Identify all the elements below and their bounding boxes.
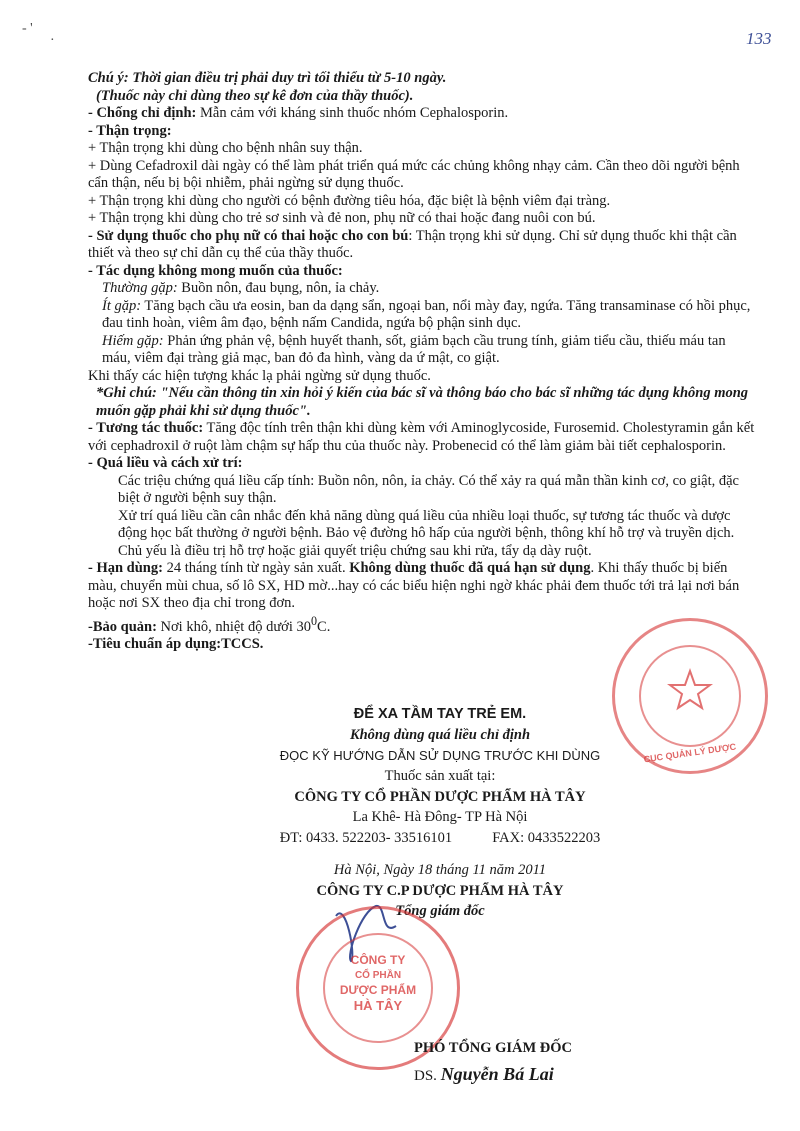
expiry-section: - Hạn dùng: 24 tháng tính từ ngày sản xuất. Không dùng thuốc đã quá hạn sử dụng. Khi thấy thuốc bị biến màu, chuyển mùi chua, số lô SX, HD mờ...hay có các biểu hiện nghi ngờ khác phải đem thuốc tới trả lại nơi bán hoặc nơi SX theo địa chỉ trong đơn. [88,560,740,611]
side-effects-uncommon: Ít gặp: Tăng bạch cầu ưa eosin, ban da dạng sẩn, ngoại ban, nổi mày đay, ngứa. Tăng transaminase có hồi phục, đau tinh hoàn, viêm âm đạo, bệnh nấm Candida, ngứa bộ phận sinh dục. [102,297,751,331]
overdose-treatment: Xử trí quá liều cần cân nhắc đến khả năng dùng quá liều của nhiều loại thuốc, sự tương tác thuốc và dược động học bất thường ở người bệnh. Bảo vệ đường hô hấp của người bệnh, thông khí hỗ trợ và truyền dịch. Chủ yếu là điều trị hỗ trợ hoặc giải quyết triệu chứng sau khi rửa, tẩy dạ dày ruột. [118,507,735,559]
standard-section: -Tiêu chuẩn áp dụng:TCCS. [88,635,264,652]
manufacturer-address: La Khê- Hà Đông- TP Hà Nội [352,809,528,825]
deputy-name: DS. Nguyễn Bá Lai [414,1064,554,1084]
manufacturer-block [180,768,700,847]
manufacturer-company: CÔNG TY CỔ PHẦN DƯỢC PHẨM HÀ TÂY [294,788,586,805]
ghi-chu-note: *Ghi chú: "Nếu cần thông tin xin hỏi ý kiến của bác sĩ và thông báo cho bác sĩ những tác dụng không mong muốn gặp phải khi sử dụng thuốc". [96,385,749,419]
caution-item: + Thận trọng khi dùng cho trẻ sơ sinh và đẻ non, phụ nữ có thai hoặc đang nuôi con bú. [88,210,596,226]
overdose-heading: - Quá liều và cách xử trí: [88,455,243,471]
warning-read-manual: ĐỌC KỸ HƯỚNG DẪN SỬ DỤNG TRƯỚC KHI DÙNG [279,748,601,763]
storage-section: -Bảo quản: Nơi khô, nhiệt độ dưới $30^0C$. [88,613,331,635]
scan-mark: - ' [22,21,33,36]
contraindication: - Chống chỉ định: Mẫn cảm với kháng sinh thuốc nhóm Cephalosporin. [88,105,509,121]
document-body [88,70,756,653]
page-number: 133 [746,29,772,48]
emblem-star-icon [667,667,713,713]
interaction-section: - Tương tác thuốc: Tăng độc tính trên thận khi dùng kèm với Aminoglycoside, Furosemid. Cholestyramin gắn kết với cephadroxil ở ruột làm chậm sự hấp thu của thuốc này. Probenecid có thể làm giảm bài tiết cephalosporin. [88,420,755,454]
official-stamp-text: CỤC QUẢN LÝ DƯỢC [643,741,737,765]
warning-children: ĐỂ XA TẦM TAY TRẺ EM. [353,706,527,722]
deputy-title: PHÓ TỔNG GIÁM ĐỐC [414,1040,573,1056]
stop-notice: Khi thấy các hiện tượng khác lạ phải ngừng sử dụng thuốc. [88,367,431,384]
note-duration: Chú ý: Thời gian điều trị phải duy trì tối thiểu từ 5-10 ngày. [88,70,447,86]
signature-position: Tổng giám đốc [395,903,485,919]
official-stamp [612,618,768,774]
caution-item: + Thận trọng khi dùng cho người có bệnh đường tiêu hóa, đặc biệt là bệnh viêm đại tràng. [88,192,611,209]
caution-item: + Thận trọng khi dùng cho bệnh nhân suy thận. [88,140,363,156]
caution-heading: - Thận trọng: [88,122,172,139]
produced-at: Thuốc sản xuất tại: [384,768,496,784]
side-effects-common: Thường gặp: Buồn nôn, đau bụng, nôn, ỉa chảy. [102,280,380,296]
scan-mark: · [50,33,55,48]
caution-item: + Dùng Cefadroxil dài ngày có thể làm phát triển quá mức các chủng không nhạy cảm. Cần theo dõi người bệnh cẩn thận, nếu bị bội nhiễm, phải ngừng sử dụng thuốc. [88,157,740,191]
side-effects-heading: - Tác dụng không mong muốn của thuốc: [88,262,343,279]
note-prescription: (Thuốc này chỉ dùng theo sự kê đơn của thầy thuốc). [96,87,414,104]
signature-date: Hà Nội, Ngày 18 tháng 11 năm 2011 [333,862,547,878]
overdose-symptoms: Các triệu chứng quá liều cấp tính: Buồn nôn, nôn, ỉa chảy. Có thể xảy ra quá mẫn thần kinh cơ, co giật, đặc biệt ở người bệnh suy thận. [118,472,739,506]
pregnancy-section: - Sử dụng thuốc cho phụ nữ có thai hoặc cho con bú: Thận trọng khi sử dụng. Chỉ sử dụng thuốc khi thật cần thiết và theo sự chỉ dẫn cụ thể của thầy thuốc. [88,227,737,261]
side-effects-rare: Hiếm gặp: Phản ứng phản vệ, bệnh huyết thanh, sốt, giảm bạch cầu trung tính, giảm tiểu cầu, thiếu máu tan máu, viêm đại tràng giả mạc, ban đỏ đa hình, vàng da ứ mật, co giật. [102,332,726,366]
signature-company: CÔNG TY C.P DƯỢC PHẨM HÀ TÂY [316,882,564,899]
company-stamp-text: CÔNG TY CỔ PHẦN DƯỢC PHẨM HÀ TÂY [339,953,417,1013]
warning-no-overdose: Không dùng quá liều chỉ định [349,726,531,743]
manufacturer-contacts: ĐT: 0433. 522203- 33516101 FAX: 0433522203 [279,829,601,846]
